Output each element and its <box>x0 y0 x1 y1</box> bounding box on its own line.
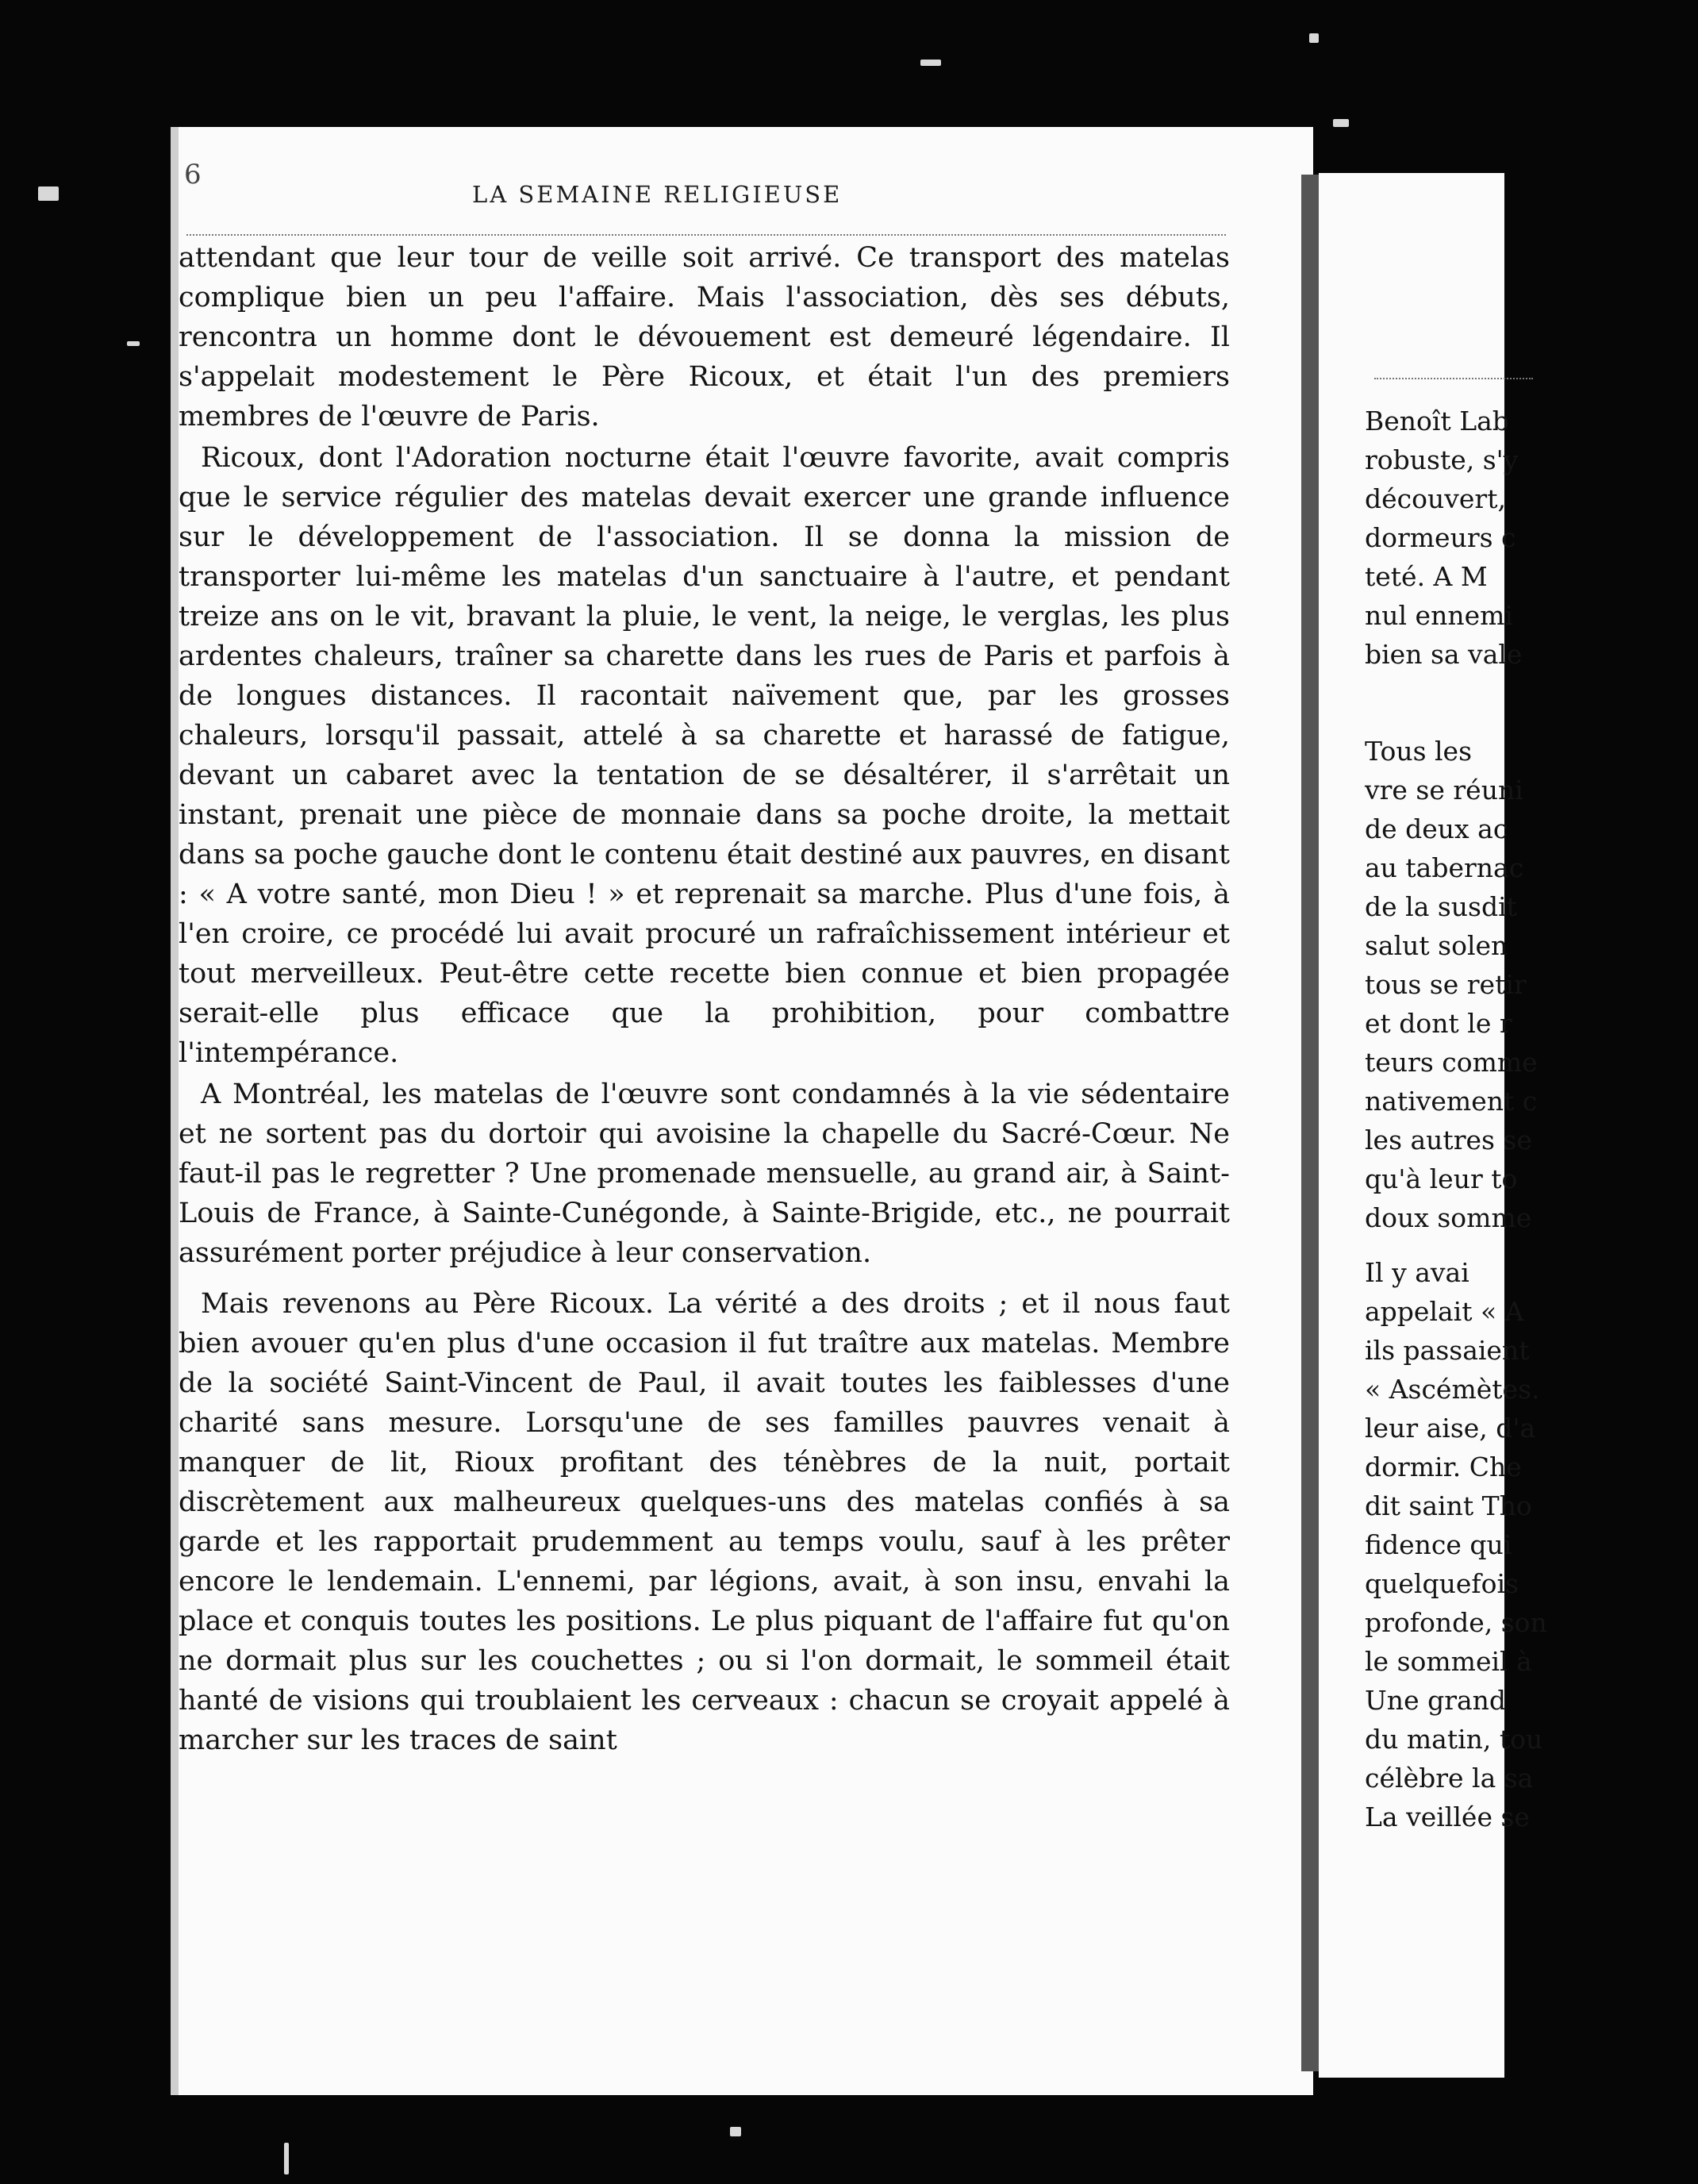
text-line: qu'à leur to <box>1365 1163 1518 1194</box>
text-line: ils passaient <box>1365 1335 1530 1366</box>
text-line: vre se réuni <box>1365 775 1523 806</box>
text-line: teté. A M <box>1365 561 1488 592</box>
header-rule <box>1374 378 1533 379</box>
scan-speck <box>1309 33 1319 43</box>
text-line: découvert, <box>1365 483 1506 514</box>
text-line: de deux ac <box>1365 813 1508 844</box>
text-line: au tabernac <box>1365 852 1524 883</box>
paragraph: Ricoux, dont l'Adoration nocturne était l'œuvre favorite, avait compris que le service régulier des matelas devait exercer une grande influence sur le développement de l'association. Il se donna la mission de transporter lui-même les matelas d'un sanctuaire à l'autre, et pendant treize ans on le vit, bravant la pluie, le vent, la neige, le verglas, les plus ardentes chaleurs, traîner sa charette dans les rues de Paris et parfois à de longues distances. Il racontait naïvement que, par les grosses chaleurs, lorsqu'il passait, attelé à sa charette et harassé de fatigue, devant un cabaret avec la tentation de se désaltérer, il s'arrêtait un instant, prenait une pièce de monnaie dans sa poche droite, la mettait dans sa poche gauche dont le contenu était destiné aux pauvres, en disant : « A votre santé, mon Dieu ! » et reprenait sa marche. Plus d'une fois, à l'en croire, ce procédé lui avait procuré un rafraîchissement intérieur et tout merveilleux. Peut-être cette recette bien connue et bien propagée serait-elle plus efficace que la prohibition, pour combattre l'intempérance. <box>179 442 1230 1069</box>
text-line: profonde, son <box>1365 1607 1547 1638</box>
scan-speck <box>730 2127 741 2136</box>
page-number: 6 <box>184 159 202 190</box>
header-rule <box>186 234 1226 236</box>
text-line: Une grand <box>1365 1685 1507 1716</box>
text-line: « Ascémètes. <box>1365 1374 1540 1405</box>
text-line: Tous les <box>1365 736 1473 767</box>
right-page-text <box>1365 402 1698 1836</box>
text-line: leur aise, d'a <box>1365 1413 1536 1444</box>
text-line: La veillée se <box>1365 1801 1530 1832</box>
text-line: teurs comme <box>1365 1047 1538 1078</box>
text-line: quelquefois <box>1365 1568 1519 1599</box>
paragraph: attendant que leur tour de veille soit arrivé. Ce transport des matelas complique bien un peu l'affaire. Mais l'association, dès ses débuts, rencontra un homme dont le dévouement est demeuré légendaire. Il s'appelait modestement le Père Ricoux, et était l'un des premiers membres de l'œuvre de Paris. <box>179 242 1230 433</box>
text-line: appelait « A <box>1365 1296 1524 1327</box>
text-line: doux somme <box>1365 1202 1532 1233</box>
text-line: tous se retir <box>1365 969 1527 1000</box>
text-line: le sommeil à <box>1365 1646 1532 1677</box>
text-line: robuste, s'y <box>1365 444 1519 475</box>
text-line: Benoît Lab <box>1365 406 1509 436</box>
scan-speck <box>1333 119 1349 127</box>
body-text <box>179 238 1230 1760</box>
text-line: du matin, tou <box>1365 1724 1543 1755</box>
paragraph: A Montréal, les matelas de l'œuvre sont condamnés à la vie sédentaire et ne sortent pas du dortoir qui avoisine la chapelle du Sacré-Cœur. Ne faut-il pas le regretter ? Une promenade mensuelle, au grand air, à Saint-Louis de France, à Sainte-Cunégonde, à Sainte-Brigide, etc., ne pourrait assurément porter préjudice à leur conservation. <box>179 1079 1230 1269</box>
text-line: dit saint Tho <box>1365 1490 1532 1521</box>
text-line: dormeurs c <box>1365 522 1516 553</box>
text-line: nativement c <box>1365 1086 1538 1117</box>
running-head: LA SEMAINE RELIGIEUSE <box>472 181 843 208</box>
text-line: de la susdit <box>1365 891 1517 922</box>
text-line: bien sa vale <box>1365 639 1523 670</box>
scan-speck <box>127 341 140 346</box>
text-line: fidence qui <box>1365 1529 1512 1560</box>
text-line: nul ennemi <box>1365 600 1513 631</box>
text-line: dormir. Che <box>1365 1452 1522 1482</box>
text-line: célèbre la sa <box>1365 1763 1534 1794</box>
page-gutter <box>1301 175 1319 2071</box>
scan-speck <box>38 186 59 201</box>
scan-speck <box>284 2143 289 2174</box>
paragraph: Mais revenons au Père Ricoux. La vérité a des droits ; et il nous faut bien avouer qu'en plus d'une occasion il fut traître aux matelas. Membre de la société Saint-Vincent de Paul, il avait toutes les faiblesses d'une charité sans mesure. Lorsqu'une de ses familles pauvres venait à manquer de lit, Rioux profitant des ténèbres de la nuit, portait discrètement aux malheureux quelques-uns des matelas confiés à sa garde et les rapportait prudemment au temps voulu, sauf à les prêter encore le lendemain. L'ennemi, par légions, avait, à son insu, envahi la place et conquis toutes les positions. Le plus piquant de l'affaire fut qu'on ne dormait plus sur les couchettes ; ou si l'on dormait, le sommeil était hanté de visions qui troublaient les cerveaux : chacun se croyait appelé à marcher sur les traces de saint <box>179 1288 1230 1756</box>
text-line: salut solen <box>1365 930 1508 961</box>
text-line: et dont le r <box>1365 1008 1512 1039</box>
text-line: les autres se <box>1365 1125 1532 1155</box>
scan-speck <box>920 60 941 66</box>
right-page <box>1319 173 1547 2078</box>
text-line: Il y avai <box>1365 1257 1469 1288</box>
